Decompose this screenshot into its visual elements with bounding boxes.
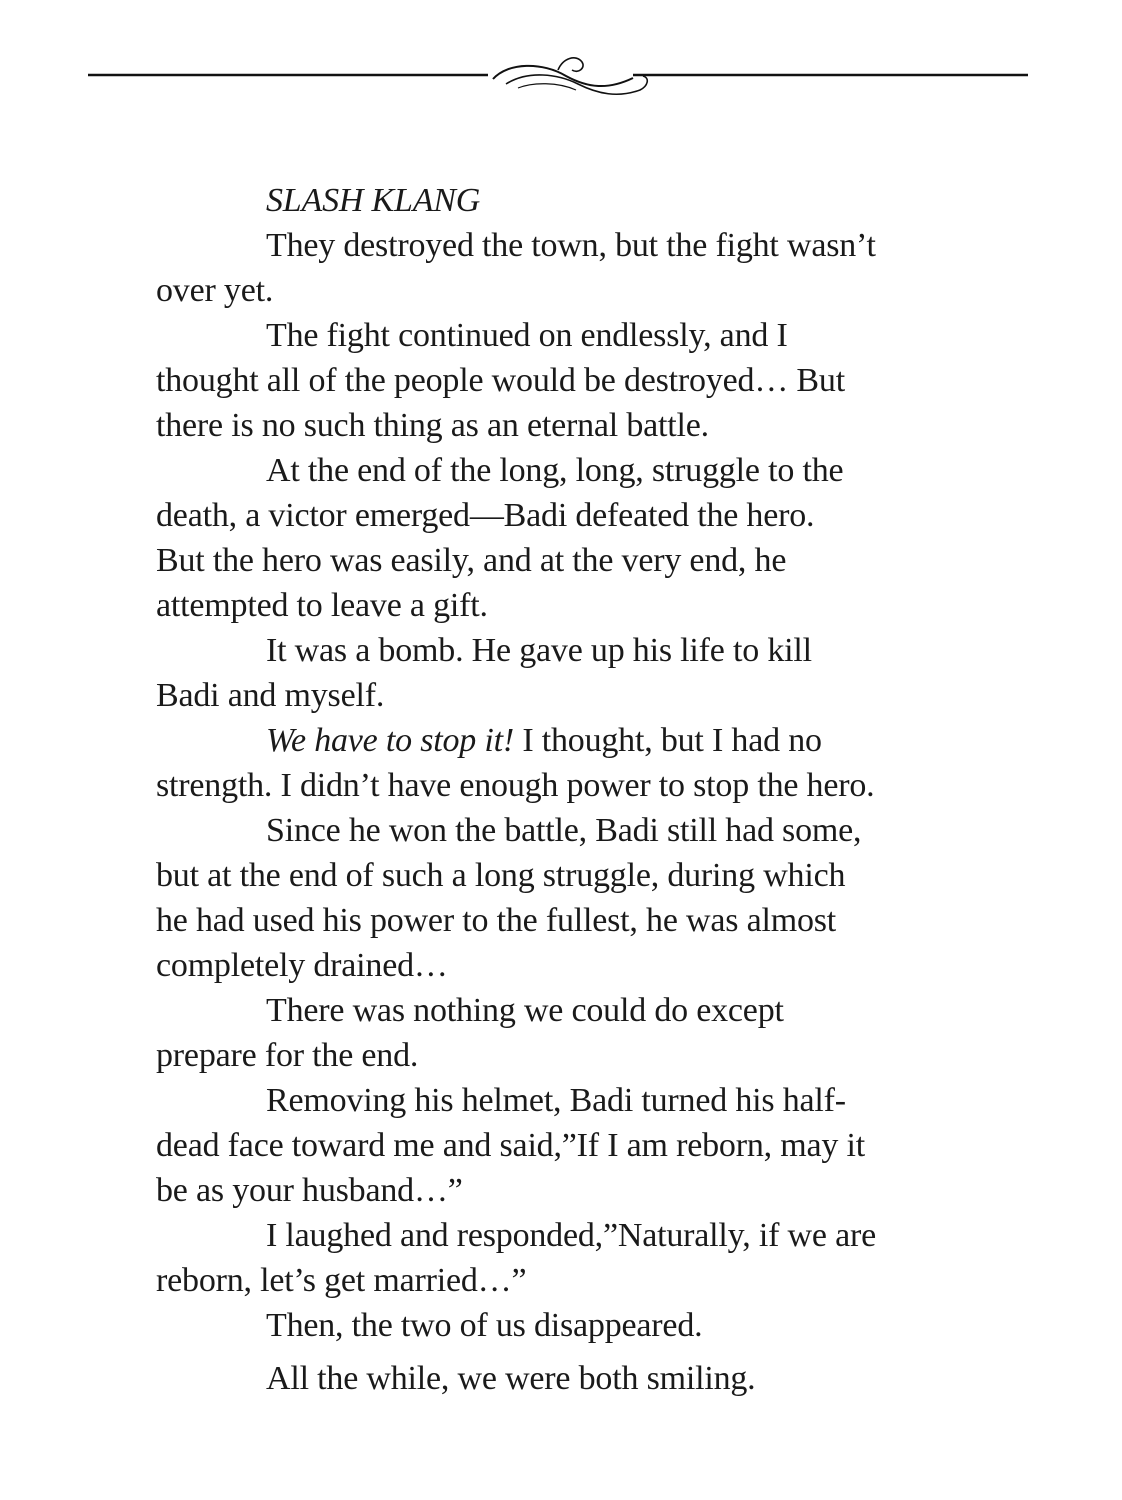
page-text [156,178,986,1401]
paragraph [156,1356,986,1401]
paragraph-italic: SLASH KLANG [266,182,481,219]
paragraph-text: All the while, we were both smiling. [266,1360,756,1397]
divider-flourish-icon [88,48,1028,108]
paragraph-text: It was a bomb. He gave up his life to kill Badi and myself. [156,632,812,714]
paragraph-text: The fight continued on endlessly, and I thought all of the people would be destroyed… But there is no such thing as an eternal battle. [156,317,845,444]
paragraph [156,313,986,448]
paragraph [156,1078,986,1213]
paragraph-italic: We have to stop it! [266,722,515,759]
paragraph [156,223,986,313]
paragraph-text: I thought, but I had no strength. I didn’t have enough power to stop the hero. [156,722,875,804]
paragraph-text: They destroyed the town, but the fight wasn’t over yet. [156,227,876,309]
paragraph [156,178,986,223]
paragraph [156,448,986,628]
paragraph [156,1213,986,1303]
paragraph-text: There was nothing we could do except prepare for the end. [156,992,784,1074]
paragraph-text: Since he won the battle, Badi still had some, but at the end of such a long struggle, during which he had used his power to the fullest, he was almost completely drained… [156,812,862,984]
paragraph [156,628,986,718]
paragraph-text: I laughed and responded,”Naturally, if we are reborn, let’s get married…” [156,1217,876,1299]
paragraph-text: At the end of the long, long, struggle to the death, a victor emerged—Badi defeated the hero. But the hero was easily, and at the very end, he attempted to leave a gift. [156,452,844,624]
paragraph-text: Removing his helmet, Badi turned his half- dead face toward me and said,”If I am reborn, may it be as your husband…” [156,1082,865,1209]
paragraph [156,1303,986,1348]
paragraph [156,988,986,1078]
paragraph [156,718,986,808]
paragraph [156,808,986,988]
paragraph-text: Then, the two of us disappeared. [266,1307,703,1344]
